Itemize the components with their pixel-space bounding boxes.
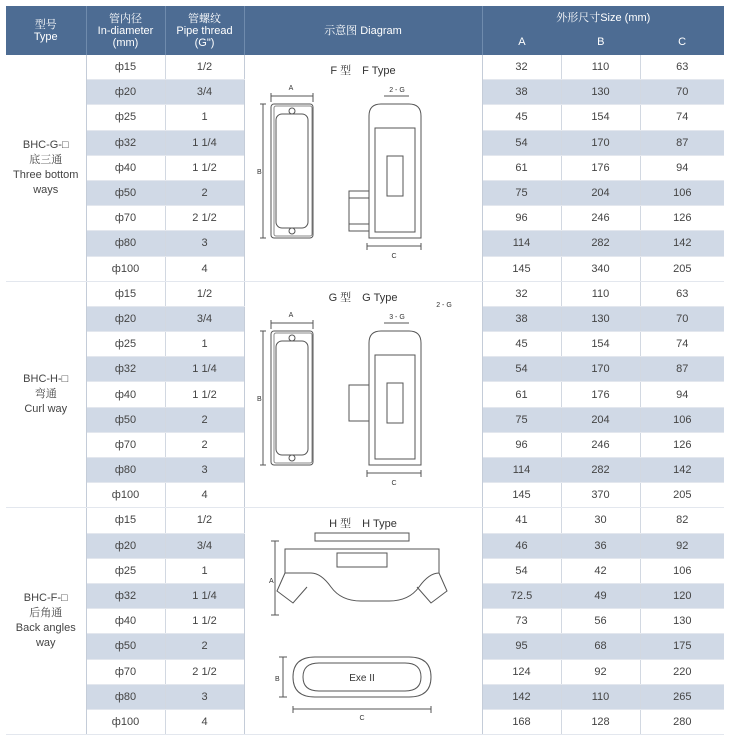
thread-label: 2 - G bbox=[389, 86, 405, 94]
thread-cell: 3 bbox=[165, 458, 244, 483]
diagram-title: H 型 H Type bbox=[329, 518, 397, 531]
thread-cell: 1 1/2 bbox=[165, 609, 244, 634]
type-line: Back angles bbox=[15, 622, 76, 635]
type-line: ways bbox=[33, 183, 59, 196]
size-b-cell: 340 bbox=[561, 256, 640, 281]
size-b-cell: 246 bbox=[561, 432, 640, 457]
diameter-cell: ф40 bbox=[86, 609, 165, 634]
type-line: BHC-F-□ bbox=[23, 592, 68, 605]
header-size bbox=[482, 6, 724, 55]
dim-a-label: A bbox=[288, 84, 294, 92]
h-type-drawing bbox=[249, 519, 477, 731]
diameter-cell: ф100 bbox=[86, 709, 165, 734]
type-line: way bbox=[35, 637, 56, 650]
size-b-cell: 170 bbox=[561, 357, 640, 382]
size-a-cell: 168 bbox=[482, 709, 561, 734]
size-b-cell: 204 bbox=[561, 180, 640, 205]
dim-b-label: B bbox=[257, 168, 262, 176]
table-row bbox=[6, 281, 724, 306]
thread-cell: 1 1/4 bbox=[165, 583, 244, 608]
size-c-cell: 87 bbox=[640, 130, 724, 155]
type-line: 后角通 bbox=[29, 607, 63, 620]
thread-cell: 2 bbox=[165, 180, 244, 205]
size-a-cell: 75 bbox=[482, 180, 561, 205]
size-c-cell: 220 bbox=[640, 659, 724, 684]
thread-cell: 1 bbox=[165, 105, 244, 130]
header-col-c: C bbox=[678, 36, 687, 48]
size-b-cell: 154 bbox=[561, 105, 640, 130]
type-line: 底三通 bbox=[29, 153, 63, 166]
size-b-cell: 49 bbox=[561, 583, 640, 608]
spec-table bbox=[6, 6, 724, 735]
size-b-cell: 68 bbox=[561, 634, 640, 659]
size-a-cell: 54 bbox=[482, 130, 561, 155]
header-diagram: 示意图 Diagram bbox=[244, 6, 482, 55]
diameter-cell: ф40 bbox=[86, 155, 165, 180]
dim-b-label: B bbox=[257, 395, 262, 403]
table-row bbox=[6, 55, 724, 80]
dim-a-label: A bbox=[288, 311, 294, 319]
diameter-cell: ф100 bbox=[86, 256, 165, 281]
size-c-cell: 280 bbox=[640, 709, 724, 734]
size-b-cell: 110 bbox=[561, 281, 640, 306]
size-a-cell: 95 bbox=[482, 634, 561, 659]
diagram-cell bbox=[244, 281, 482, 508]
size-c-cell: 205 bbox=[640, 256, 724, 281]
diameter-cell: ф32 bbox=[86, 357, 165, 382]
diameter-cell: ф40 bbox=[86, 382, 165, 407]
dim-c-label: C bbox=[391, 479, 397, 487]
size-b-cell: 92 bbox=[561, 659, 640, 684]
thread-cell: 4 bbox=[165, 709, 244, 734]
size-c-cell: 70 bbox=[640, 306, 724, 331]
diameter-cell: ф70 bbox=[86, 659, 165, 684]
size-c-cell: 74 bbox=[640, 332, 724, 357]
size-a-cell: 41 bbox=[482, 508, 561, 533]
diameter-cell: ф100 bbox=[86, 483, 165, 508]
size-c-cell: 82 bbox=[640, 508, 724, 533]
size-c-cell: 106 bbox=[640, 558, 724, 583]
type-cell bbox=[6, 281, 86, 508]
thread-cell: 4 bbox=[165, 483, 244, 508]
dim-a-label: A bbox=[269, 578, 274, 586]
thread-cell: 3 bbox=[165, 231, 244, 256]
size-a-cell: 45 bbox=[482, 105, 561, 130]
g-type-drawing bbox=[249, 293, 477, 505]
size-c-cell: 94 bbox=[640, 382, 724, 407]
thread-cell: 3/4 bbox=[165, 533, 244, 558]
size-a-cell: 45 bbox=[482, 332, 561, 357]
size-b-cell: 30 bbox=[561, 508, 640, 533]
size-a-cell: 61 bbox=[482, 382, 561, 407]
type-line: Three bottom bbox=[13, 168, 79, 181]
size-a-cell: 145 bbox=[482, 256, 561, 281]
thread-cell: 1 bbox=[165, 558, 244, 583]
diameter-cell: ф32 bbox=[86, 130, 165, 155]
size-b-cell: 154 bbox=[561, 332, 640, 357]
diameter-cell: ф20 bbox=[86, 306, 165, 331]
size-c-cell: 142 bbox=[640, 231, 724, 256]
thread-cell: 2 1/2 bbox=[165, 206, 244, 231]
diagram-cell bbox=[244, 55, 482, 281]
thread-cell: 1 1/4 bbox=[165, 357, 244, 382]
thread-cell: 2 bbox=[165, 432, 244, 457]
size-c-cell: 175 bbox=[640, 634, 724, 659]
size-c-cell: 126 bbox=[640, 206, 724, 231]
size-a-cell: 96 bbox=[482, 432, 561, 457]
size-a-cell: 114 bbox=[482, 231, 561, 256]
diameter-cell: ф70 bbox=[86, 432, 165, 457]
header-thread: 管螺纹 Pipe thread (G") bbox=[165, 6, 244, 55]
size-c-cell: 94 bbox=[640, 155, 724, 180]
thread-cell: 3/4 bbox=[165, 80, 244, 105]
size-b-cell: 110 bbox=[561, 55, 640, 80]
size-b-cell: 130 bbox=[561, 306, 640, 331]
thread-cell: 1 1/2 bbox=[165, 382, 244, 407]
size-c-cell: 63 bbox=[640, 281, 724, 306]
size-a-cell: 142 bbox=[482, 684, 561, 709]
size-c-cell: 205 bbox=[640, 483, 724, 508]
header-size-label: 外形尺寸Size (mm) bbox=[556, 12, 651, 24]
type-line: Curl way bbox=[24, 403, 68, 416]
size-a-cell: 75 bbox=[482, 407, 561, 432]
f-type-drawing bbox=[249, 66, 477, 278]
thread-label: 3 - G bbox=[389, 313, 405, 321]
diameter-cell: ф50 bbox=[86, 180, 165, 205]
thread-cell: 2 1/2 bbox=[165, 659, 244, 684]
size-c-cell: 87 bbox=[640, 357, 724, 382]
size-c-cell: 265 bbox=[640, 684, 724, 709]
size-b-cell: 246 bbox=[561, 206, 640, 231]
diameter-cell: ф15 bbox=[86, 281, 165, 306]
size-b-cell: 128 bbox=[561, 709, 640, 734]
size-c-cell: 92 bbox=[640, 533, 724, 558]
diagram-title: G 型 G Type bbox=[328, 291, 398, 304]
size-c-cell: 130 bbox=[640, 609, 724, 634]
size-a-cell: 96 bbox=[482, 206, 561, 231]
size-a-cell: 32 bbox=[482, 281, 561, 306]
size-b-cell: 110 bbox=[561, 684, 640, 709]
diameter-cell: ф50 bbox=[86, 634, 165, 659]
thread-cell: 1/2 bbox=[165, 55, 244, 80]
size-c-cell: 106 bbox=[640, 407, 724, 432]
size-a-cell: 124 bbox=[482, 659, 561, 684]
header-row bbox=[6, 6, 724, 55]
dim-b-label: B bbox=[275, 676, 280, 684]
size-a-cell: 54 bbox=[482, 357, 561, 382]
size-b-cell: 36 bbox=[561, 533, 640, 558]
type-cell bbox=[6, 508, 86, 735]
type-cell bbox=[6, 55, 86, 281]
thread-cell: 1 1/4 bbox=[165, 130, 244, 155]
size-a-cell: 73 bbox=[482, 609, 561, 634]
size-c-cell: 70 bbox=[640, 80, 724, 105]
size-a-cell: 145 bbox=[482, 483, 561, 508]
size-c-cell: 106 bbox=[640, 180, 724, 205]
size-a-cell: 114 bbox=[482, 458, 561, 483]
thread-cell: 3 bbox=[165, 684, 244, 709]
diameter-cell: ф25 bbox=[86, 558, 165, 583]
size-b-cell: 370 bbox=[561, 483, 640, 508]
thread-cell: 1/2 bbox=[165, 508, 244, 533]
size-b-cell: 56 bbox=[561, 609, 640, 634]
diagram-title: F 型 F Type bbox=[330, 64, 396, 77]
size-a-cell: 61 bbox=[482, 155, 561, 180]
thread-cell: 3/4 bbox=[165, 306, 244, 331]
diameter-cell: ф15 bbox=[86, 508, 165, 533]
type-line: BHC-G-□ bbox=[22, 138, 69, 151]
size-b-cell: 130 bbox=[561, 80, 640, 105]
size-c-cell: 63 bbox=[640, 55, 724, 80]
size-b-cell: 204 bbox=[561, 407, 640, 432]
table-row bbox=[6, 508, 724, 533]
diameter-cell: ф50 bbox=[86, 407, 165, 432]
size-a-cell: 38 bbox=[482, 306, 561, 331]
size-a-cell: 32 bbox=[482, 55, 561, 80]
diameter-cell: ф70 bbox=[86, 206, 165, 231]
header-col-a: A bbox=[518, 36, 526, 48]
diagram-cell bbox=[244, 508, 482, 735]
diameter-cell: ф80 bbox=[86, 684, 165, 709]
size-c-cell: 120 bbox=[640, 583, 724, 608]
size-a-cell: 38 bbox=[482, 80, 561, 105]
size-b-cell: 170 bbox=[561, 130, 640, 155]
diameter-cell: ф15 bbox=[86, 55, 165, 80]
size-b-cell: 176 bbox=[561, 382, 640, 407]
dim-c-label: C bbox=[391, 252, 397, 260]
diameter-cell: ф25 bbox=[86, 332, 165, 357]
header-col-b: B bbox=[597, 36, 605, 48]
type-line: BHC-H-□ bbox=[23, 373, 69, 386]
size-c-cell: 126 bbox=[640, 432, 724, 457]
diameter-cell: ф80 bbox=[86, 231, 165, 256]
size-c-cell: 142 bbox=[640, 458, 724, 483]
header-diameter: 管内径 In-diameter (mm) bbox=[86, 6, 165, 55]
diameter-cell: ф32 bbox=[86, 583, 165, 608]
thread-cell: 2 bbox=[165, 634, 244, 659]
diameter-cell: ф25 bbox=[86, 105, 165, 130]
thread-cell: 1/2 bbox=[165, 281, 244, 306]
size-b-cell: 42 bbox=[561, 558, 640, 583]
diameter-cell: ф20 bbox=[86, 80, 165, 105]
size-b-cell: 282 bbox=[561, 458, 640, 483]
diameter-cell: ф80 bbox=[86, 458, 165, 483]
type-line: 弯通 bbox=[34, 388, 57, 401]
exe-mark: Exe II bbox=[349, 673, 375, 685]
thread-cell: 1 1/2 bbox=[165, 155, 244, 180]
thread-cell: 4 bbox=[165, 256, 244, 281]
size-a-cell: 46 bbox=[482, 533, 561, 558]
diameter-cell: ф20 bbox=[86, 533, 165, 558]
size-a-cell: 72.5 bbox=[482, 583, 561, 608]
size-b-cell: 282 bbox=[561, 231, 640, 256]
size-b-cell: 176 bbox=[561, 155, 640, 180]
thread-cell: 2 bbox=[165, 407, 244, 432]
thread-cell: 1 bbox=[165, 332, 244, 357]
size-a-cell: 54 bbox=[482, 558, 561, 583]
thread-label-2: 2 - G bbox=[436, 301, 452, 309]
dim-c-label: C bbox=[359, 715, 365, 723]
header-type: 型号 Type bbox=[6, 6, 86, 55]
size-c-cell: 74 bbox=[640, 105, 724, 130]
